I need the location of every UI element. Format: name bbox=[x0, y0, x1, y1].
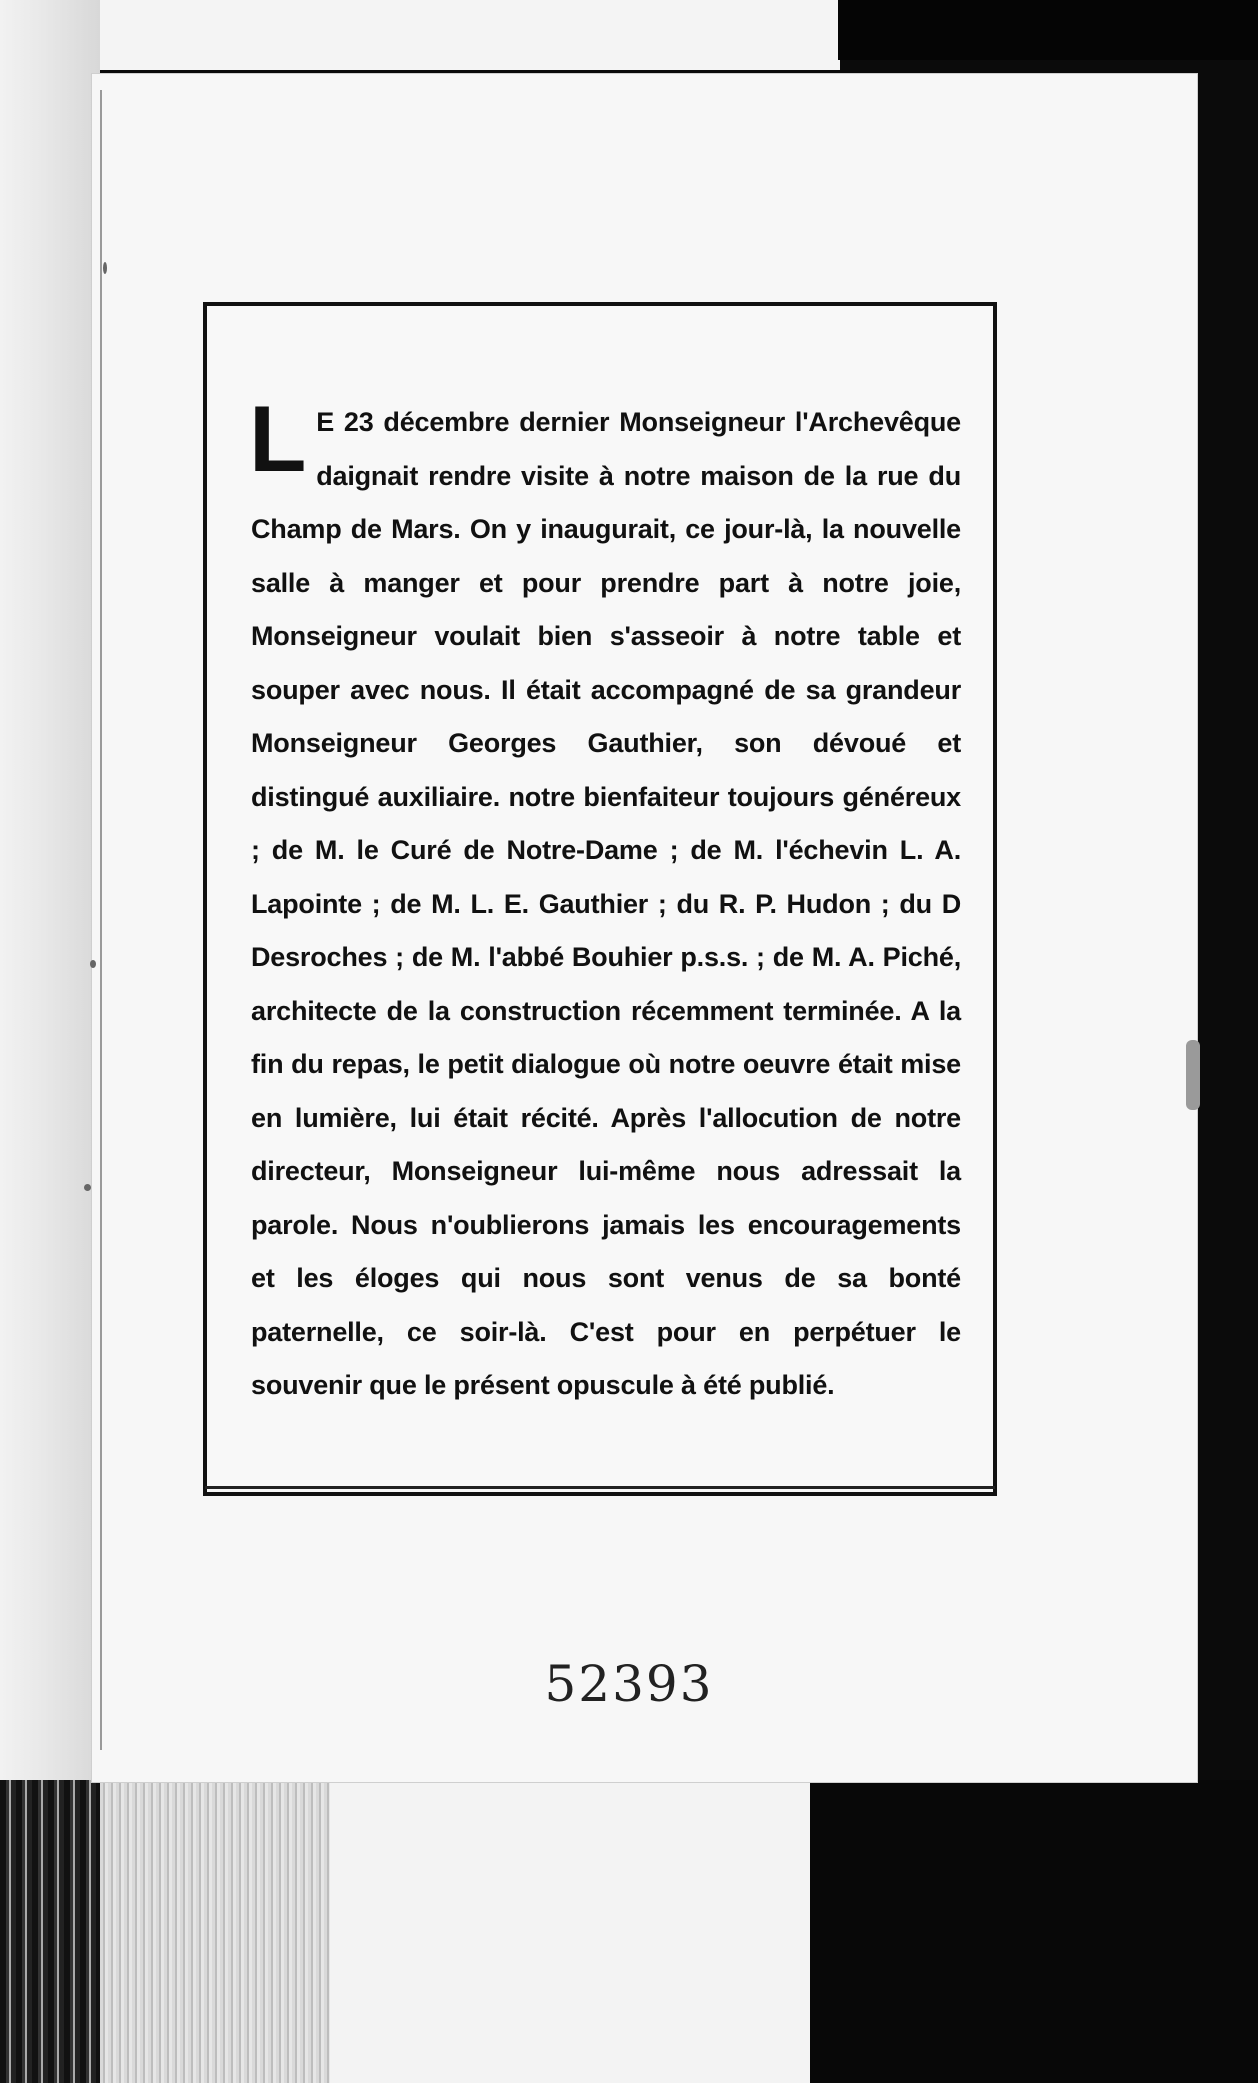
drop-cap: L bbox=[249, 386, 307, 491]
scan-background-bottom-left-edge bbox=[0, 1780, 100, 2083]
frame-bottom-rule bbox=[205, 1486, 995, 1489]
text-frame bbox=[203, 302, 997, 1496]
page-fold-line bbox=[100, 90, 102, 1750]
scan-speck bbox=[90, 960, 96, 968]
scan-speck bbox=[84, 1184, 91, 1191]
paragraph-text: E 23 décembre dernier Monseigneur l'Archevêque daignait rendre visite à notre maison de la rue du Champ de Mars. On y inaugurait, ce jour-là, la nouvelle salle à manger et pour prendre part à notre joie, Monseigneur voulait bien s'asseoir à notre table et souper avec nous. Il était accompagné de sa grandeur Monseigneur Georges Gauthier, son dévoué et distingué auxiliaire. notre bienfaiteur toujours généreux ; de M. le Curé de Notre-Dame ; de M. l'échevin L. A. Lapointe ; de M. L. E. Gauthier ; du R. P. Hudon ; du D Desroches ; de M. l'abbé Bouhier p.s.s. ; de M. A. Piché, architecte de la construction récemment terminée. A la fin du repas, le petit dialogue où notre oeuvre était mise en lumière, lui était récité. Après l'allocution de notre directeur, Monseigneur lui-même nous adressait la parole. Nous n'oublierons jamais les encouragements et les éloges qui nous sont venus de sa bonté paternelle, ce soir-là. C'est pour en perpétuer le souvenir que le présent opuscule à été publié. bbox=[251, 407, 961, 1400]
scan-speck bbox=[103, 262, 107, 274]
scan-background-left bbox=[0, 0, 100, 2083]
scan-background-top-right bbox=[838, 0, 1258, 60]
page-number: 52393 bbox=[544, 1655, 714, 1713]
body-paragraph bbox=[249, 386, 961, 1413]
scan-background-top bbox=[100, 0, 840, 70]
scan-speck bbox=[1186, 1040, 1200, 1110]
scan-background-bottom-texture bbox=[100, 1780, 330, 2083]
scan-background-bottom-page bbox=[330, 1780, 810, 2083]
